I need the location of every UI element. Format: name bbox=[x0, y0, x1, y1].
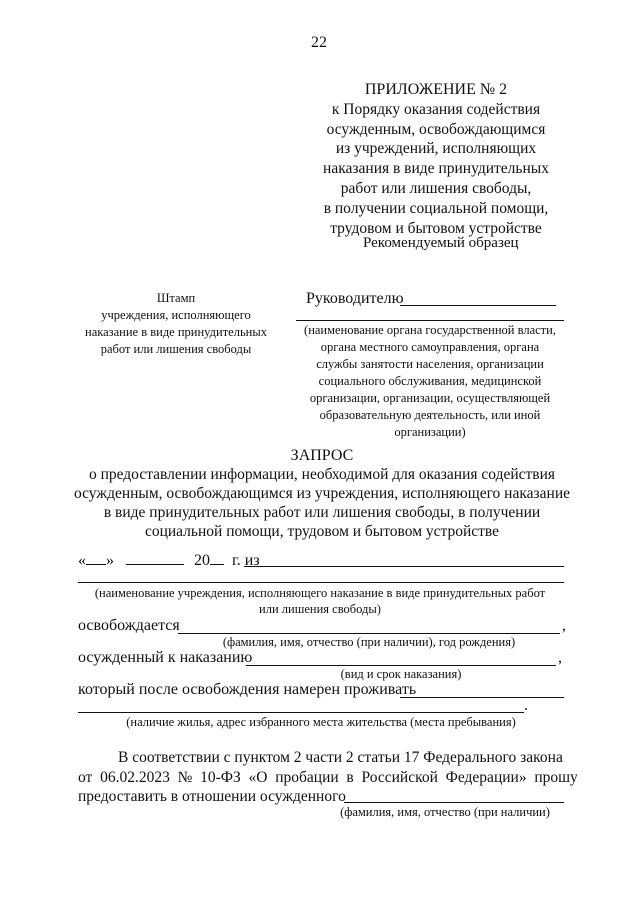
appendix-title: ПРИЛОЖЕНИЕ № 2 bbox=[364, 81, 508, 98]
recipient-hint-line: (наименование органа государственной власти, bbox=[304, 323, 556, 337]
body-line-1: В соответствии с пунктом 2 части 2 статьи 17 Федерального закона bbox=[118, 749, 563, 766]
request-subtitle-line: социальной помощи, трудовом и бытовом устройстве bbox=[144, 523, 500, 540]
request-subtitle-line: осужденным, освобождающимся из учреждения, исполняющего наказание bbox=[74, 485, 570, 502]
institution-hint bbox=[70, 585, 570, 617]
year-prefix: 20 bbox=[194, 552, 210, 569]
sentence-field[interactable] bbox=[246, 665, 556, 666]
stamp-line: учреждения, исполняющего bbox=[101, 308, 251, 322]
recipient-field-line-2[interactable] bbox=[296, 320, 564, 321]
recipient-hint-line: организации, организации, осуществляющей bbox=[309, 391, 551, 405]
released-label: освобождается bbox=[78, 617, 180, 634]
appendix-line: трудовом и бытовом устройстве bbox=[330, 219, 542, 237]
institution-hint-line: или лишения свободы) bbox=[259, 602, 381, 616]
request-subtitle-line: о предоставлении информации, необходимой для оказания содействия bbox=[88, 466, 556, 483]
request-title: ЗАПРОС bbox=[290, 447, 354, 464]
body-line-2: от 06.02.2023 № 10-ФЗ «О пробации в Российской Федерации» прошу bbox=[78, 769, 578, 786]
recipient-label: Руководителю bbox=[306, 290, 404, 307]
day-field[interactable] bbox=[86, 550, 106, 565]
page-number: 22 bbox=[311, 34, 327, 51]
recipient-hint bbox=[288, 322, 572, 441]
stamp-line: работ или лишения свободы bbox=[100, 342, 252, 356]
date-line bbox=[78, 550, 260, 570]
sentenced-label: осужденный к наказанию bbox=[78, 649, 253, 666]
request-heading bbox=[60, 446, 584, 541]
residence-field-line-2[interactable] bbox=[78, 712, 524, 713]
residence-hint: (наличие жилья, адрес избранного места жительства (места пребывания) bbox=[126, 715, 516, 729]
appendix-line: осужденным, освобождающимся bbox=[326, 120, 546, 138]
appendix-line: работ или лишения свободы, bbox=[340, 179, 532, 197]
appendix-block bbox=[300, 80, 572, 238]
request-subtitle-line: в виде принудительных работ или лишения свободы, в получении bbox=[103, 504, 541, 521]
institution-field-line-2[interactable] bbox=[78, 582, 564, 583]
body-line-3-label: предоставить в отношении осужденного bbox=[78, 788, 346, 805]
residence-period: . bbox=[524, 697, 528, 714]
residence-field[interactable] bbox=[400, 697, 564, 698]
recipient-field[interactable] bbox=[400, 305, 556, 306]
stamp-block bbox=[72, 290, 280, 358]
recipient-hint-line: образовательную деятельность, или иной bbox=[319, 408, 541, 422]
appendix-line: наказания в виде принудительных bbox=[323, 160, 549, 178]
from-label: г. из bbox=[232, 552, 260, 569]
convict-name-field[interactable] bbox=[344, 802, 564, 803]
date-close-quote: » bbox=[106, 552, 114, 569]
sentence-hint: (вид и срок наказания) bbox=[340, 667, 462, 681]
recipient-hint-line: службы занятости населения, организации bbox=[316, 357, 544, 371]
date-open-quote: « bbox=[78, 552, 86, 569]
released-hint: (фамилия, имя, отчество (при наличии), год рождения) bbox=[222, 635, 516, 649]
released-comma: , bbox=[562, 617, 566, 634]
convict-name-hint: (фамилия, имя, отчество (при наличии) bbox=[340, 805, 550, 819]
appendix-line: из учреждений, исполняющих bbox=[335, 140, 537, 158]
stamp-line: Штамп bbox=[156, 291, 196, 305]
month-field[interactable] bbox=[126, 550, 184, 565]
recipient-hint-line: социального обслуживания, медицинской bbox=[318, 374, 542, 388]
year-field[interactable] bbox=[210, 550, 224, 565]
appendix-line: в получении социальной помощи, bbox=[323, 199, 549, 217]
recipient-hint-line: организации) bbox=[394, 425, 466, 439]
institution-field[interactable] bbox=[244, 566, 564, 567]
stamp-line: наказание в виде принудительных bbox=[85, 325, 267, 339]
appendix-line: к Порядку оказания содействия bbox=[331, 100, 541, 118]
recipient-hint-line: органа местного самоуправления, органа bbox=[320, 340, 540, 354]
institution-hint-line: (наименование учреждения, исполняющего наказание в виде принудительных работ bbox=[94, 586, 546, 600]
sample-label: Рекомендуемый образец bbox=[363, 235, 519, 251]
sentenced-comma: , bbox=[558, 649, 562, 666]
residence-label: который после освобождения намерен проживать bbox=[78, 681, 417, 698]
released-field[interactable] bbox=[178, 633, 560, 634]
